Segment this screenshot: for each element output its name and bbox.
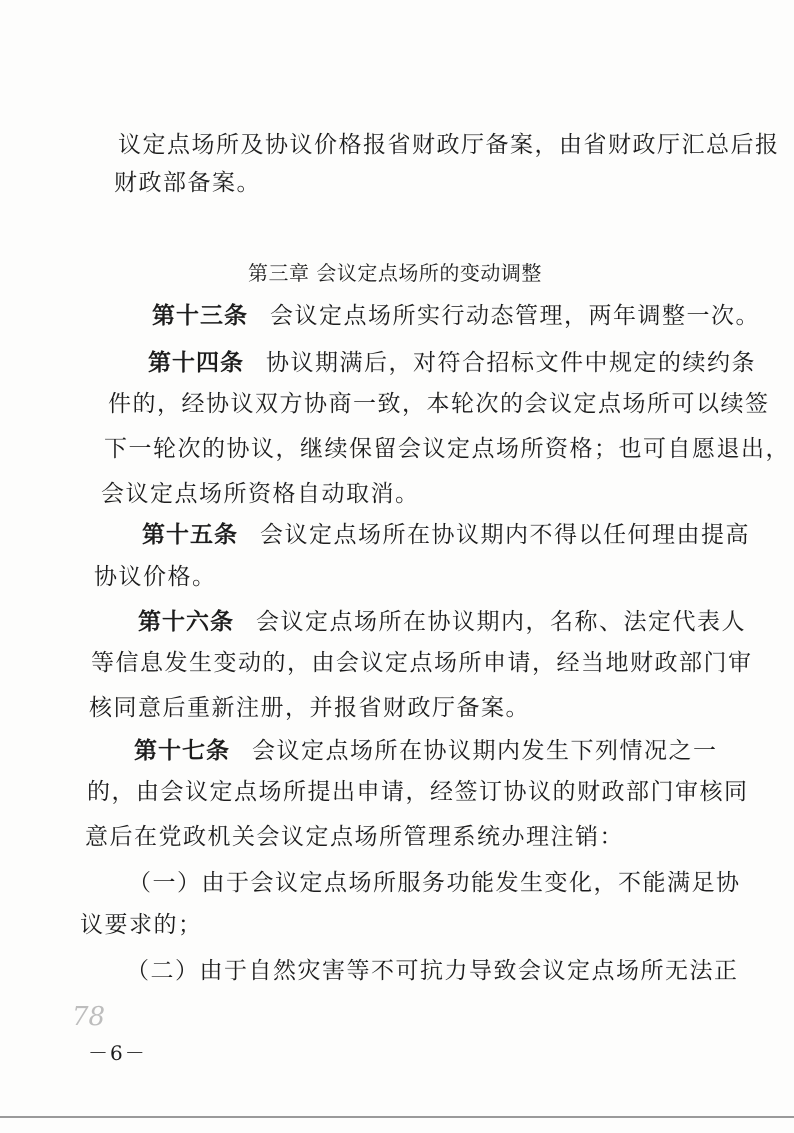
article-15-text-1: 会议定点场所在协议期内不得以任何理由提高	[260, 522, 750, 548]
item-1-line-2: 议要求的；	[80, 912, 203, 938]
article-14-line-2: 件的，经协议双方协商一致，本轮次的会议定点场所可以续签	[108, 391, 770, 417]
article-17-line-2: 的，由会议定点场所提出申请，经签订协议的财政部门审核同	[87, 779, 749, 805]
article-15-label: 第十五条	[142, 522, 238, 548]
opening-line-2: 财政部备案。	[114, 170, 261, 196]
article-13-text-1: 会议定点场所实行动态管理，两年调整一次。	[270, 303, 760, 329]
article-17-line-1	[134, 736, 718, 766]
article-17-label: 第十七条	[134, 738, 230, 764]
article-16-line-2: 等信息发生变动的，由会议定点场所申请，经当地财政部门审	[91, 650, 753, 676]
opening-line-1: 议定点场所及协议价格报省财政厅备案，由省财政厅汇总后报	[118, 132, 780, 158]
bottom-scan-edge	[0, 1116, 794, 1118]
article-16-line-1	[138, 607, 746, 637]
page-number: －6－	[88, 1041, 147, 1065]
article-15-line-1	[142, 520, 750, 550]
article-16-text-1: 会议定点场所在协议期内，名称、法定代表人	[256, 609, 746, 635]
item-1-line-1: （一）由于会议定点场所服务功能发生变化，不能满足协	[128, 870, 741, 896]
chapter-title: 第三章 会议定点场所的变动调整	[248, 261, 542, 285]
article-16-label: 第十六条	[138, 609, 234, 635]
article-14-line-4: 会议定点场所资格自动取消。	[101, 481, 420, 507]
article-14-text-1: 协议期满后，对符合招标文件中规定的续约条	[266, 350, 756, 376]
item-2-line-1: （二）由于自然灾害等不可抗力导致会议定点场所无法正	[126, 958, 739, 984]
article-16-line-3: 核同意后重新注册，并报省财政厅备案。	[89, 695, 530, 721]
article-14-label: 第十四条	[148, 350, 244, 376]
article-17-line-3: 意后在党政机关会议定点场所管理系统办理注销：	[85, 824, 624, 850]
article-14-line-3: 下一轮次的协议，继续保留会议定点场所资格；也可自愿退出，	[104, 436, 790, 462]
article-13-label: 第十三条	[152, 303, 248, 329]
article-17-text-1: 会议定点场所在协议期内发生下列情况之一	[252, 738, 718, 764]
faint-stamp-number: 78	[72, 1002, 106, 1032]
article-14-line-1	[148, 348, 756, 378]
article-15-line-2: 协议价格。	[94, 564, 217, 590]
article-13-line-1	[152, 301, 760, 331]
